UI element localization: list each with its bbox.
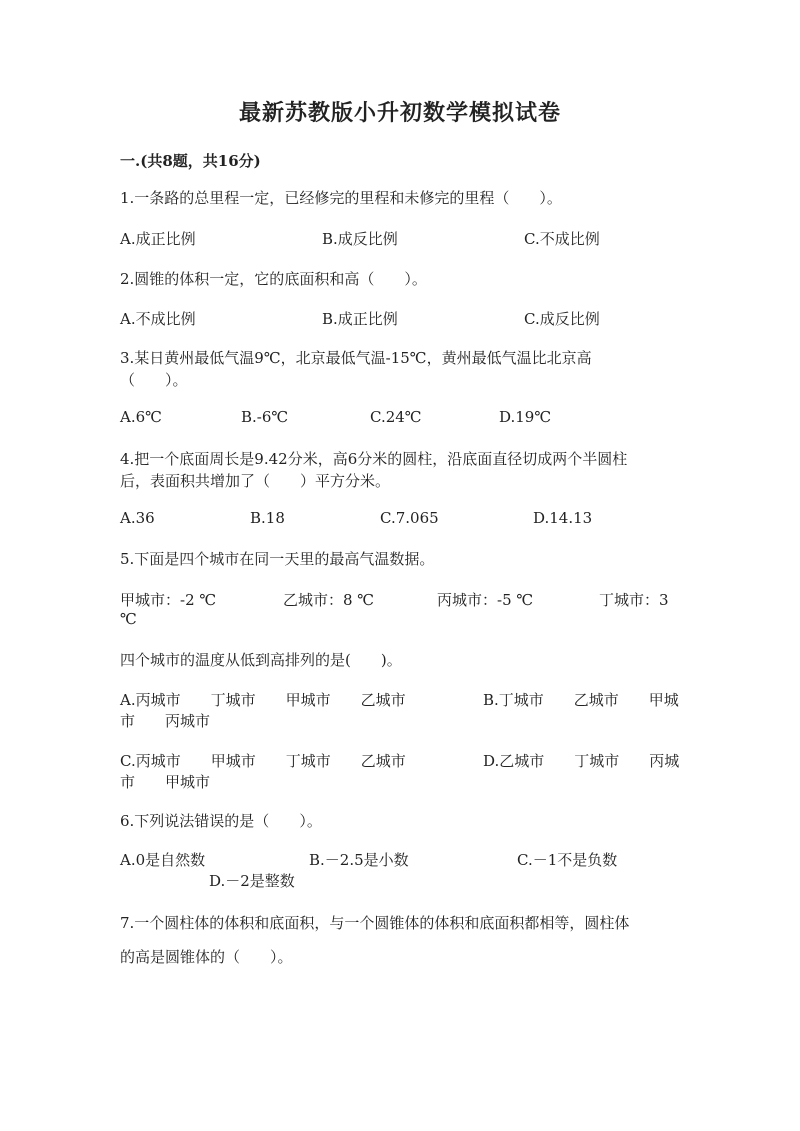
question-3-option-c[interactable]: C.24℃ bbox=[370, 408, 422, 426]
city-bing-temp: 丙城市：-5 ℃ bbox=[437, 591, 534, 609]
question-6-option-b[interactable]: B.－2.5是小数 bbox=[309, 851, 409, 869]
question-5-text: 5.下面是四个城市在同一天里的最高气温数据。 bbox=[120, 550, 435, 568]
city-ding-temp: 丁城市：3 bbox=[599, 591, 669, 609]
question-3-text-line1: 3.某日黄州最低气温9℃，北京最低气温-15℃，黄州最低气温比北京高 bbox=[120, 349, 592, 367]
question-5-option-d-line2[interactable]: 市 甲城市 bbox=[120, 773, 211, 791]
city-jia-temp: 甲城市：-2 ℃ bbox=[120, 591, 217, 609]
section-heading: 一.(共8题，共16分) bbox=[120, 152, 261, 170]
question-4-option-c[interactable]: C.7.065 bbox=[380, 509, 439, 527]
question-4-option-d[interactable]: D.14.13 bbox=[533, 509, 593, 527]
question-3-option-a[interactable]: A.6℃ bbox=[120, 408, 162, 426]
question-5-option-b-line2[interactable]: 市 丙城市 bbox=[120, 712, 211, 730]
question-3-text-line2: （ ）。 bbox=[120, 371, 188, 389]
question-3-option-b[interactable]: B.-6℃ bbox=[241, 408, 289, 426]
question-4-option-b[interactable]: B.18 bbox=[250, 509, 285, 527]
question-1-option-a[interactable]: A.成正比例 bbox=[120, 230, 196, 248]
city-ding-unit: ℃ bbox=[120, 610, 137, 628]
question-5-option-d-line1[interactable]: D.乙城市 丁城市 丙城 bbox=[483, 752, 680, 770]
question-1-option-b[interactable]: B.成反比例 bbox=[322, 230, 398, 248]
question-6-option-a[interactable]: A.0是自然数 bbox=[120, 851, 206, 869]
question-5-option-c[interactable]: C.丙城市 甲城市 丁城市 乙城市 bbox=[120, 752, 406, 770]
question-5-question: 四个城市的温度从低到高排列的是( )。 bbox=[120, 651, 402, 669]
question-6-text: 6.下列说法错误的是（ ）。 bbox=[120, 812, 322, 830]
question-7-text-line2: 的高是圆锥体的（ ）。 bbox=[120, 948, 293, 966]
question-5-option-a[interactable]: A.丙城市 丁城市 甲城市 乙城市 bbox=[120, 691, 406, 709]
question-3-option-d[interactable]: D.19℃ bbox=[499, 408, 552, 426]
question-2-text: 2.圆锥的体积一定，它的底面积和高（ ）。 bbox=[120, 270, 427, 288]
question-4-text-line2: 后，表面积共增加了（ ）平方分米。 bbox=[120, 472, 391, 490]
question-6-option-c[interactable]: C.－1不是负数 bbox=[517, 851, 618, 869]
question-5-option-b-line1[interactable]: B.丁城市 乙城市 甲城 bbox=[483, 691, 679, 709]
question-6-option-d[interactable]: D.－2是整数 bbox=[209, 872, 295, 890]
question-2-option-a[interactable]: A.不成比例 bbox=[120, 310, 196, 328]
question-2-option-b[interactable]: B.成正比例 bbox=[322, 310, 398, 328]
question-1-text: 1.一条路的总里程一定，已经修完的里程和未修完的里程（ ）。 bbox=[120, 189, 562, 207]
city-yi-temp: 乙城市：8 ℃ bbox=[283, 591, 375, 609]
question-2-option-c[interactable]: C.成反比例 bbox=[524, 310, 600, 328]
question-4-text-line1: 4.把一个底面周长是9.42分米，高6分米的圆柱，沿底面直径切成两个半圆柱 bbox=[120, 450, 628, 468]
question-4-option-a[interactable]: A.36 bbox=[120, 509, 155, 527]
question-7-text-line1: 7.一个圆柱体的体积和底面积，与一个圆锥体的体积和底面积都相等，圆柱体 bbox=[120, 914, 630, 932]
question-1-option-c[interactable]: C.不成比例 bbox=[524, 230, 600, 248]
page-title: 最新苏教版小升初数学模拟试卷 bbox=[238, 100, 561, 126]
